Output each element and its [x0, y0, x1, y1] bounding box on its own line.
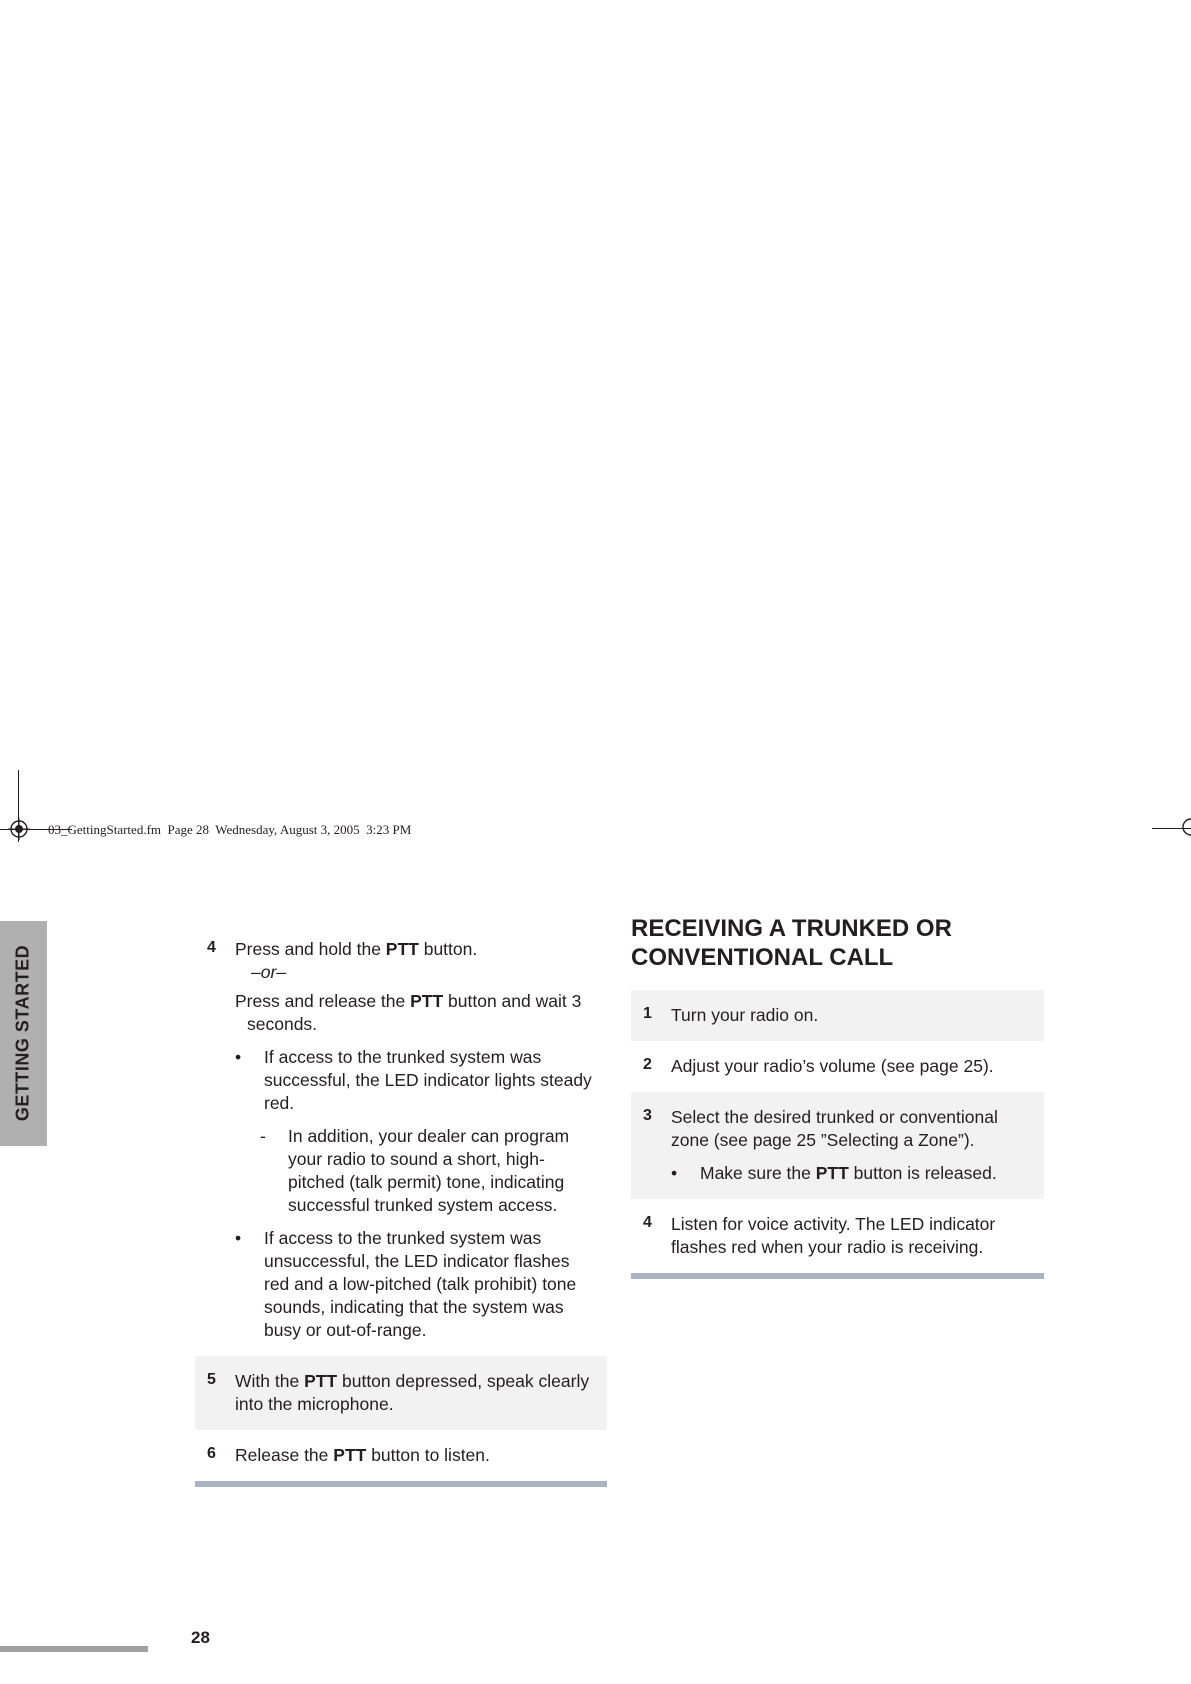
- step-text: Select the desired trunked or conventional zone (see page 25 ”Selecting a Zone”).: [671, 1107, 998, 1150]
- step-number: 2: [643, 1056, 652, 1073]
- ptt-label: PTT: [385, 939, 419, 959]
- step-number: 4: [207, 939, 216, 956]
- section-title: RECEIVING A TRUNKED OR CONVENTIONAL CALL: [631, 915, 952, 971]
- text-run: button is released.: [848, 1163, 997, 1183]
- step-3: [631, 1092, 1044, 1199]
- step-number: 5: [207, 1371, 216, 1388]
- footer-bar: [0, 1646, 148, 1652]
- or-separator: –or–: [251, 962, 287, 982]
- page-number: 28: [191, 1628, 210, 1647]
- step-text: [235, 1370, 599, 1416]
- step-4: [195, 924, 607, 1356]
- step-number: 3: [643, 1107, 652, 1124]
- text-run: button.: [418, 939, 478, 959]
- text-run: Press and hold the: [235, 939, 386, 959]
- step-text: [235, 938, 599, 961]
- ptt-label: PTT: [815, 1163, 849, 1183]
- bullet-item: • If access to the trunked system was successful, the LED indicator lights steady red.: [235, 1046, 599, 1115]
- step-text: Adjust your radio’s volume (see page 25).: [671, 1056, 994, 1076]
- bullet-item: [671, 1162, 1036, 1185]
- text-run: Press and release the: [235, 991, 411, 1011]
- step-2: [631, 1041, 1044, 1092]
- registration-mark-icon: [8, 818, 30, 840]
- left-steps: [195, 924, 607, 1487]
- text-run: Make sure the: [700, 1163, 816, 1183]
- step-text: [235, 990, 599, 1036]
- steps-end-rule: [631, 1273, 1044, 1279]
- text-run: Release the: [235, 1445, 334, 1465]
- text-run: button and wait 3 seconds.: [247, 991, 582, 1034]
- right-steps: [631, 990, 1044, 1279]
- bullet-item: • If access to the trunked system was unsuccessful, the LED indicator flashes red and a low-pitched (talk prohibit) tone sounds, indicating that the system was busy or out-of-range.: [235, 1227, 599, 1342]
- sub-bullet-item: - In addition, your dealer can program your radio to sound a short, high-pitched (talk permit) tone, indicating successful trunked system access.: [235, 1125, 599, 1217]
- registration-mark-right-icon: [1180, 816, 1191, 838]
- step-1: [631, 990, 1044, 1041]
- text-run: With the: [235, 1371, 305, 1391]
- step-text: [235, 1444, 599, 1467]
- side-tab: [0, 921, 47, 1146]
- print-header: 03_GettingStarted.fm Page 28 Wednesday, August 3, 2005 3:23 PM: [48, 822, 412, 837]
- text-run: button depressed, speak clearly into the microphone.: [235, 1371, 590, 1414]
- step-number: 6: [207, 1445, 216, 1462]
- steps-end-rule: [195, 1481, 607, 1487]
- step-4-listen: [631, 1199, 1044, 1273]
- text-run: button to listen.: [366, 1445, 490, 1465]
- step-number: 1: [643, 1005, 652, 1022]
- ptt-label: PTT: [304, 1371, 338, 1391]
- step-number: 4: [643, 1214, 652, 1231]
- step-text: Listen for voice activity. The LED indicator flashes red when your radio is receiving.: [671, 1214, 996, 1257]
- side-tab-label: GETTING STARTED: [12, 944, 33, 1122]
- step-5: [195, 1356, 607, 1430]
- step-6: [195, 1430, 607, 1481]
- ptt-label: PTT: [410, 991, 444, 1011]
- ptt-label: PTT: [333, 1445, 367, 1465]
- step-text: Turn your radio on.: [671, 1005, 819, 1025]
